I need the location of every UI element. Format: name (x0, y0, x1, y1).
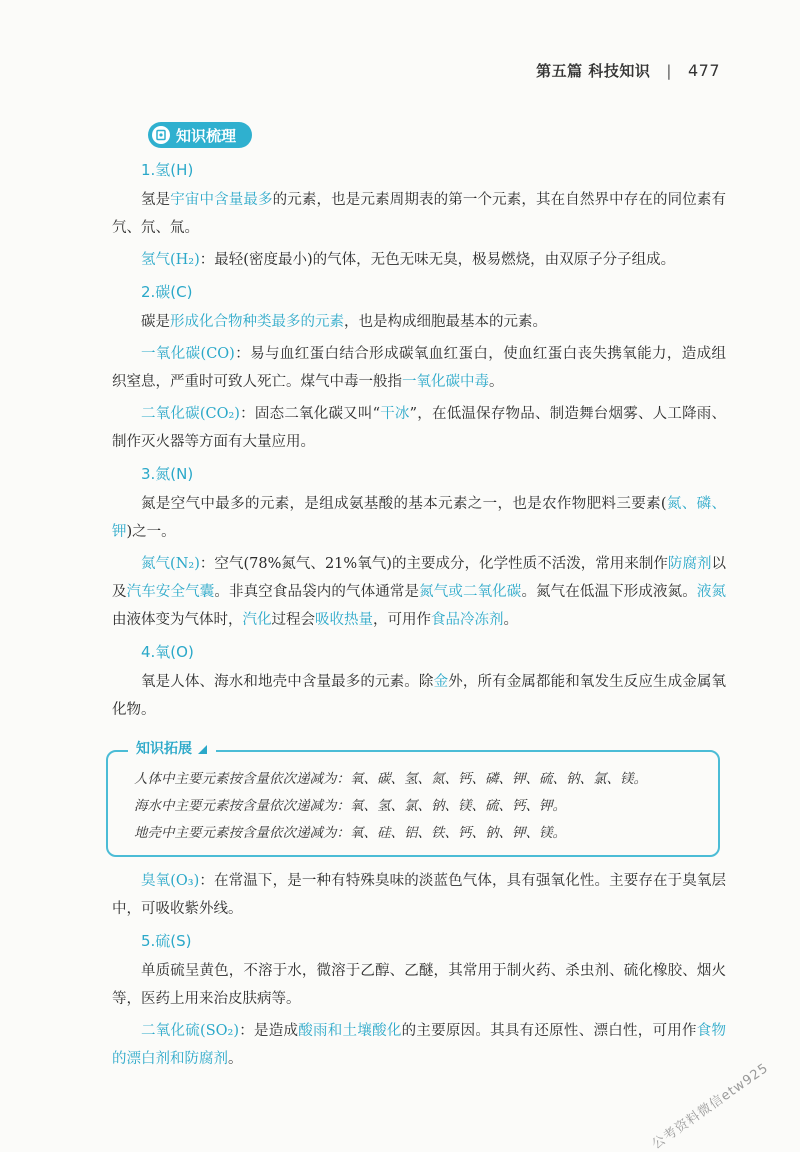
heading-sulfur: 5.硫(S) (141, 932, 192, 950)
heading-nitrogen: 3.氮(N) (141, 465, 194, 483)
heading-oxygen: 4.氧(O) (141, 643, 194, 661)
page-number: 477 (687, 61, 720, 80)
heading-carbon: 2.碳(C) (141, 283, 193, 301)
hydrogen-paragraph: 氢是宇宙中含量最多的元素，也是元素周期表的第一个元素，其在自然界中存在的同位素有氕、氘、氚。 (112, 192, 727, 236)
sulfur-paragraph: 单质硫呈黄色，不溶于水，微溶于乙醇、乙醚，其常用于制火药、杀虫剂、硫化橡胶、烟火等，医药上用来治皮肤病等。 (112, 963, 726, 1007)
nitrogen-paragraph: 氮是空气中最多的元素，是组成氨基酸的基本元素之一，也是农作物肥料三要素(氮、磷、钾)之一。 (112, 496, 726, 540)
heading-hydrogen: 1.氢(H) (141, 161, 194, 179)
oxygen-paragraph: 氧是人体、海水和地壳中含量最多的元素。除金外，所有金属都能和氧发生反应生成金属氧化物。 (112, 674, 727, 718)
page-header (536, 60, 720, 81)
extension-title: 知识拓展 (128, 738, 216, 760)
carbon-dioxide-paragraph: 二氧化碳(CO₂)：固态二氧化碳又叫“干冰”，在低温保存物品、制造舞台烟雾、人工降雨、制作灭火器等方面有大量应用。 (112, 406, 726, 450)
sulfur-dioxide-paragraph: 二氧化硫(SO₂)：是造成酸雨和土壤酸化的主要原因。其具有还原性、漂白性，可用作食物的漂白剂和防腐剂。 (112, 1023, 727, 1067)
header-divider: | (666, 62, 672, 80)
knowledge-summary-badge (148, 122, 252, 148)
main-content (96, 122, 726, 1077)
extension-line-seawater: 海水中主要元素按含量依次递减为：氧、氢、氯、钠、镁、硫、钙、钾。 (134, 798, 566, 814)
book-icon (152, 126, 170, 144)
ozone-paragraph: 臭氧(O₃)：在常温下，是一种有特殊臭味的淡蓝色气体，具有强氧化性。主要存在于臭氧层中，可吸收紫外线。 (112, 873, 726, 917)
watermark: 公考资料微信etw925 (649, 1060, 772, 1152)
carbon-monoxide-paragraph: 一氧化碳(CO)：易与血红蛋白结合形成碳氧血红蛋白，使血红蛋白丧失携氧能力，造成组织窒息，严重时可致人死亡。煤气中毒一般指一氧化碳中毒。 (112, 346, 727, 390)
badge-label: 知识梳理 (176, 126, 237, 145)
hydrogen-gas-paragraph: 氢气(H₂)：最轻(密度最小)的气体，无色无味无臭，极易燃烧，由双原子分子组成。 (141, 252, 676, 268)
triangle-icon (196, 743, 208, 755)
extension-line-crust: 地壳中主要元素按含量依次递减为：氧、硅、铝、铁、钙、钠、钾、镁。 (134, 825, 566, 841)
knowledge-extension-box (106, 741, 720, 857)
carbon-paragraph: 碳是形成化合物种类最多的元素，也是构成细胞最基本的元素。 (141, 314, 547, 330)
extension-line-human-body: 人体中主要元素按含量依次递减为：氧、碳、氢、氮、钙、磷、钾、硫、钠、氯、镁。 (134, 771, 647, 787)
section-title: 第五篇 科技知识 (536, 62, 651, 80)
nitrogen-gas-paragraph: 氮气(N₂)：空气(78%氮气、21%氧气)的主要成分，化学性质不活泼，常用来制作防腐剂以及汽车安全气囊。非真空食品袋内的气体通常是氮气或二氧化碳。氮气在低温下形成液氮。液氮由液体变为气体时，汽化过程会吸收热量，可用作食品冷冻剂。 (112, 556, 727, 628)
